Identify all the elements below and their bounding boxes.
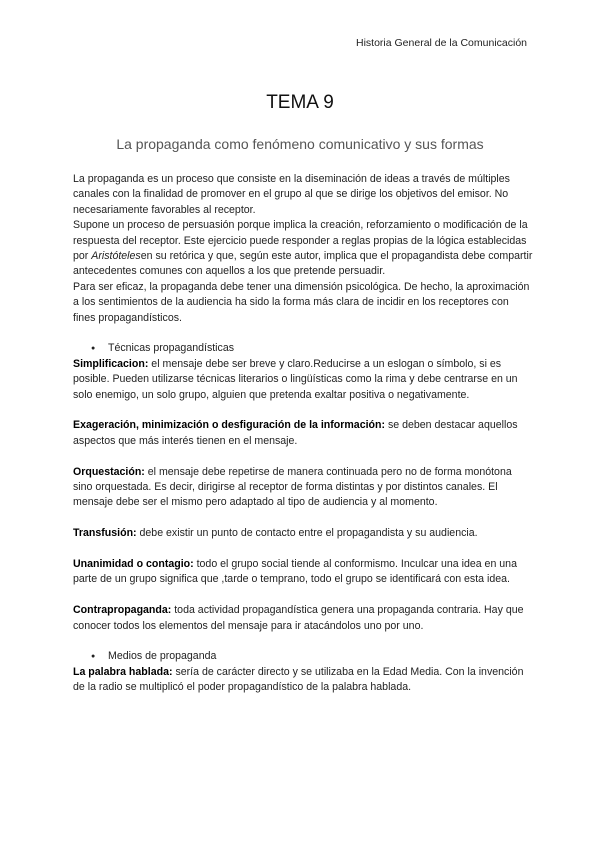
technique-text: el mensaje debe ser breve y claro.Reducirse a un eslogan o símbolo, si es posible. Pueden utilizarse técnicas literarios o lingüísticas como la rima y debe centrarse en un solo enemigo, un solo grupo, alguien que pretenda exaltar positiva o negativamente. [73,357,518,401]
technique-item [73,418,533,449]
media-item [73,665,533,696]
page-subtitle: La propaganda como fenómeno comunicativo y sus formas [116,136,484,152]
section-heading-techniques: ● Técnicas propagandísticas [73,341,533,356]
technique-item [73,357,533,403]
media-text: sería de carácter directo y se utilizaba en la Edad Media. Con la invención de la radio se multiplicó el poder propagandístico de la palabra hablada. [73,665,524,694]
technique-term: Simplificacion: [73,357,149,370]
technique-text: se deben destacar aquellos aspectos que más interés tienen en el mensaje. [73,419,518,447]
technique-item [73,603,533,634]
intro-paragraph-3: Para ser eficaz, la propaganda debe tener una dimensión psicológica. De hecho, la aproximación a los sentimientos de la audiencia ha sido la forma más clara de incidir en los receptores con fines propagandísticos. [73,280,530,324]
technique-item [73,557,533,588]
technique-term: Exageración, minimización o desfiguración de la información: [73,419,385,432]
technique-term: Contrapropaganda: [73,604,172,617]
page-title: TEMA 9 [266,92,334,113]
intro-text: en su retórica y que, según este autor, implica que el propagandista debe compartir antecedentes comunes con aquellos a los que pretende persuadir. [73,250,533,278]
technique-term: Transfusión: [73,527,137,540]
technique-item [73,526,533,541]
technique-text: debe existir un punto de contacto entre el propagandista y su audiencia. [136,527,478,540]
page-header: Historia General de la Comunicación [356,37,527,49]
intro-paragraph-1: La propaganda es un proceso que consiste en la diseminación de ideas a través de múltiples canales con la finalidad de promover en el grupo al que se dirige los objetivos del emisor. No necesariamente favorables al receptor. [73,173,510,216]
document-body [73,172,533,696]
intro-text: Supone un proceso de persuasión porque implica la creación, reforzamiento o modificación de la respuesta del receptor. Este ejercicio puede responder a reglas propias de la lógica establecidas por [73,219,528,263]
technique-text: el mensaje debe repetirse de manera continuada pero no de forma monótona sino orquestada. Es decir, dirigirse al receptor de forma distintas y por distintos canales. El mensaje debe ser el mismo pero adaptado al tipo de audiencia y al momento. [73,465,512,509]
section-heading-media: ● Medios de propaganda [73,649,533,664]
author-name: Aristóteles [91,250,141,263]
intro-paragraph-2 [73,218,533,280]
media-term: La palabra hablada: [73,665,173,678]
technique-term: Unanimidad o contagio: [73,558,194,571]
technique-term: Orquestación: [73,465,145,478]
technique-item [73,465,533,511]
technique-text: todo el grupo social tiende al conformismo. Inculcar una idea en una parte de un grupo significa que ,tarde o temprano, todo el grupo se identificará con esta idea. [73,558,517,586]
technique-text: toda actividad propagandística genera una propaganda contraria. Hay que conocer todos los elementos del mensaje para ir atacándolos uno por uno. [73,604,524,632]
